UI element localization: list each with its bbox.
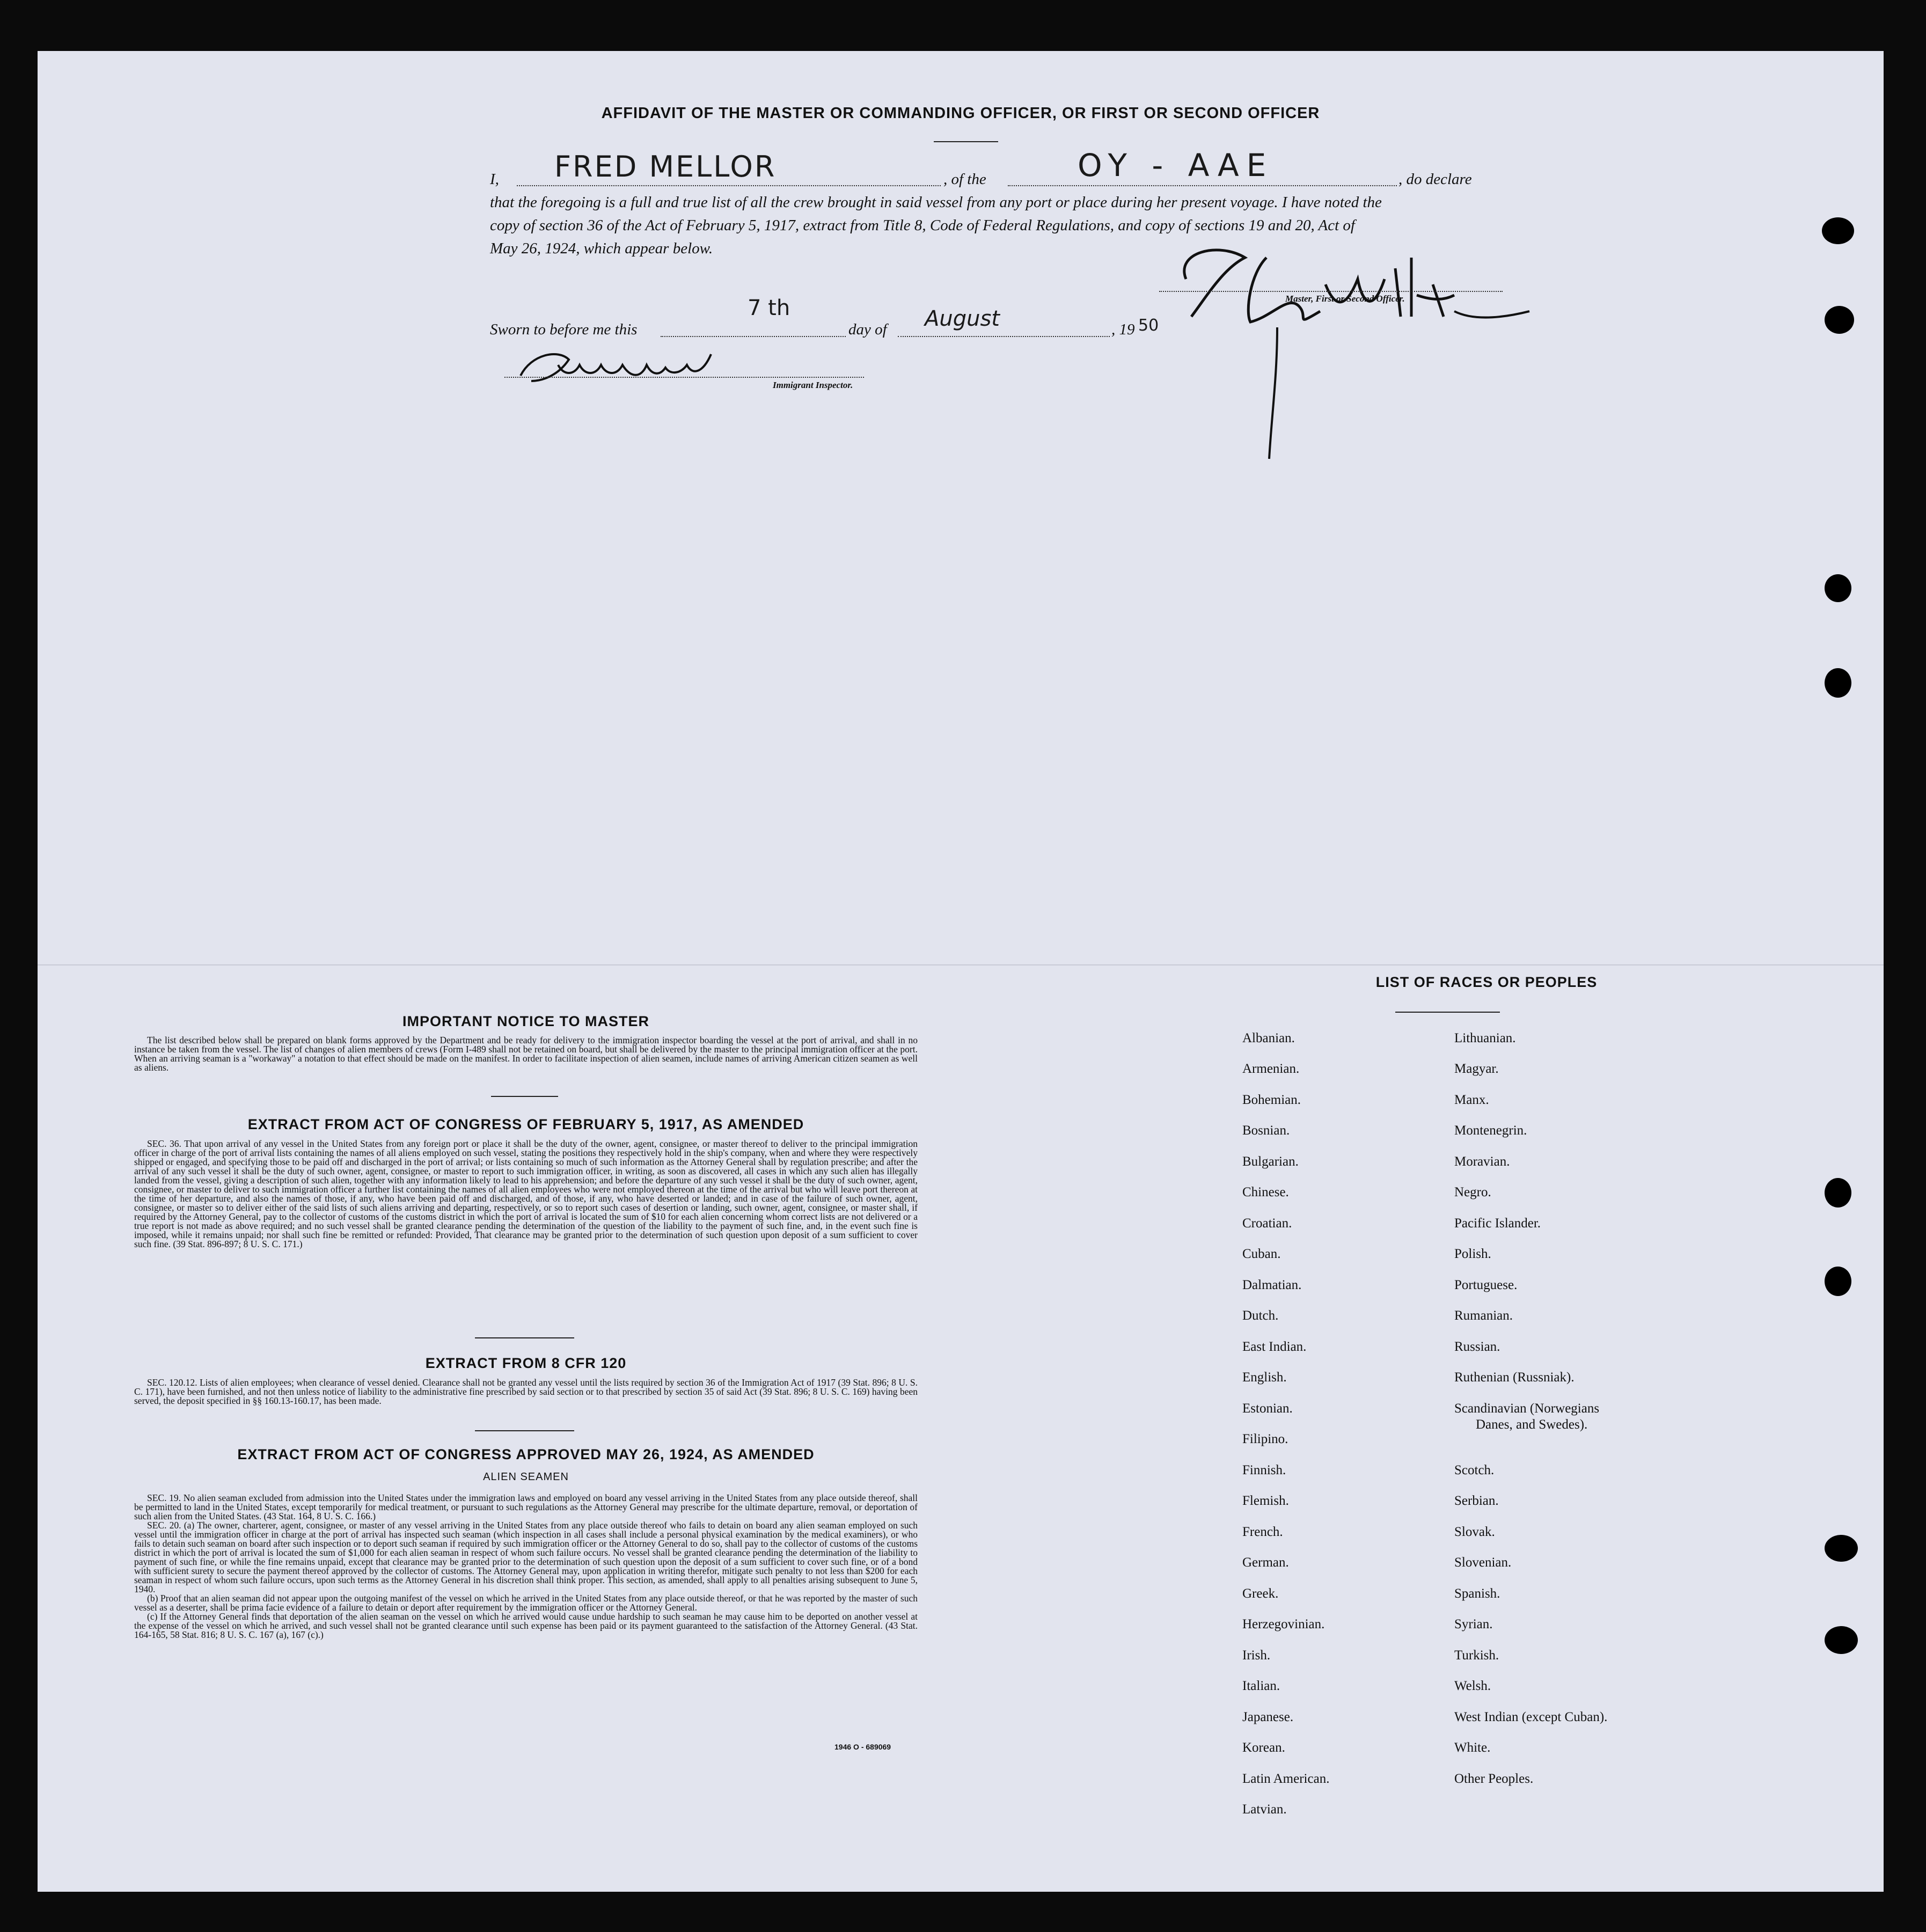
race-item: Bulgarian. xyxy=(1242,1154,1299,1169)
affidavit-title: AFFIDAVIT OF THE MASTER OR COMMANDING OFFICER, OR FIRST OR SECOND OFFICER xyxy=(601,105,1320,122)
sec36-paragraph: SEC. 36. That upon arrival of any vessel in the United States from any foreign port or place it shall be the duty of the owner, agent, consignee, or master thereof to deliver to the principal immigration officer in charge of the port of arrival lists containing the names of all aliens employed on such vessel, stating the positions they respectively hold in the ship's company, when and where they were respectively shipped or engaged, and specifying those to be paid off and discharged in the port of arrival; or lists containing so much of such information as the Attorney General shall by regulation prescribe; and after the arrival of any such vessel it shall be the duty of such owner, agent, consignee, or master to report to such immigration officer, in writing, as soon as discovered, all cases in which any such alien has illegally landed from the vessel, giving a description of such alien, together with any information likely to lead to his apprehension; and before the departure of any such vessel it shall be the duty of such owner, agent, consignee, or master to deliver to such immigration officer a further list containing the names of all alien employees who were not employed thereon at the time of the arrival but who will leave port thereon at the time of her departure, and also the names of those, if any, who have been paid off and discharged, and of those, if any, who have deserted or landed; and in case of the failure of such owner, agent, consignee, or master so to deliver either of the said lists of such aliens arriving and departing, respectively, or so to report such cases of desertion or landing, such owner, agent, consignee, or master shall, if required by the Attorney General, pay to the collector of customs of the customs district in which the port of arrival is located the sum of $10 for each alien concerning whom correct lists are not delivered or a true report is not made as above required; and no such vessel shall be granted clearance pending the determination of the question of the liability to the payment of such fine, and, in the event such fine is imposed, while it remains unpaid; nor shall such fine be remitted or refunded: Provided, That clearance may be granted prior to the determination of such question upon deposit of a sum sufficient to cover such fine. (39 Stat. 896-897; 8 U. S. C. 171.) xyxy=(134,1138,918,1249)
punch-hole xyxy=(1825,1267,1851,1296)
master-signature xyxy=(1143,236,1535,467)
sworn-line xyxy=(490,296,1198,345)
print-code: 1946 O - 689069 xyxy=(834,1743,891,1751)
race-item: Albanian. xyxy=(1242,1031,1295,1045)
sworn-month-handwritten: August xyxy=(925,306,1000,331)
notice-title: IMPORTANT NOTICE TO MASTER xyxy=(402,1013,649,1029)
race-item: Manx. xyxy=(1454,1093,1489,1107)
race-item: Slovak. xyxy=(1454,1525,1495,1539)
inspector-signature xyxy=(499,343,724,392)
i-label: I, xyxy=(490,171,499,188)
sec20c-paragraph: (c) If the Attorney General finds that deportation of the alien seaman on the vessel on which he arrived would cause undue hardship to such seaman he may cause him to be deported on another vessel at the expense of the vessel on which he arrived, and such vessel shall not be granted clearance until such expense has been paid or its payment guaranteed to the satisfaction of the Attorney General. (43 Stat. 164-165, 58 Stat. 816; 8 U. S. C. 167 (a), 167 (c).) xyxy=(134,1611,918,1640)
race-item: Greek. xyxy=(1242,1586,1279,1601)
race-item: Estonian. xyxy=(1242,1401,1293,1416)
race-item: Bosnian. xyxy=(1242,1123,1290,1138)
punch-hole xyxy=(1822,217,1854,244)
name-dotted-line xyxy=(517,185,941,186)
race-item: White. xyxy=(1454,1740,1491,1755)
day-of-label: day of xyxy=(848,321,887,338)
race-item: Serbian. xyxy=(1454,1494,1499,1508)
race-item: German. xyxy=(1242,1555,1289,1570)
declaration-line-1: that the foregoing is a full and true list of all the crew brought in said vessel from any port or place during her present voyage. I have noted the xyxy=(490,194,1382,211)
race-item: Portuguese. xyxy=(1454,1278,1518,1292)
vessel-dotted-line xyxy=(1008,185,1397,186)
race-item: Italian. xyxy=(1242,1679,1280,1693)
races-title: LIST OF RACES OR PEOPLES xyxy=(1375,974,1598,990)
race-item: Latin American. xyxy=(1242,1772,1330,1786)
race-item: Herzegovinian. xyxy=(1242,1617,1325,1631)
race-item: Slovenian. xyxy=(1454,1555,1512,1570)
race-item: Magyar. xyxy=(1454,1062,1499,1076)
race-item: Finnish. xyxy=(1242,1463,1286,1477)
alien-seamen-subtitle: ALIEN SEAMEN xyxy=(483,1471,569,1483)
punch-hole xyxy=(1825,1626,1858,1654)
document-page xyxy=(38,51,1884,1892)
fold-line xyxy=(38,964,1884,965)
race-item: Irish. xyxy=(1242,1648,1271,1663)
race-item: Moravian. xyxy=(1454,1154,1510,1169)
sec120-paragraph: SEC. 120.12. Lists of alien employees; when clearance of vessel denied. Clearance shall not be granted any vessel until the lists required by section 36 of the Immigration Act of 1917 (39 Stat. 896; 8 U. S. C. 171), have been furnished, and not then unless notice of liability to the administrative fine prescribed by said section or to that prescribed by section 35 of said Act (39 Stat. 896; 8 U. S. C. 169) having been served, the deposit specified in §§ 160.13-160.17, has been made. xyxy=(134,1377,918,1406)
race-item: Welsh. xyxy=(1454,1679,1491,1693)
sec20a-paragraph: SEC. 20. (a) The owner, charterer, agent, consignee, or master of any vessel arriving in the United States from any place outside thereof who fails to detain on board any alien seaman employed on such vessel until the immigration officer in charge at the port of arrival has inspected such seaman (which inspection in all cases shall include a personal physical examination by the medical examiners), or who fails to detain such seaman on board after such inspection or to deport such seaman if required by such immigration officer or the Attorney General to do so, shall pay to the collector of customs of the customs district in which the port of arrival is located the sum of $1,000 for each alien seaman in respect of whom such failure occurs. No vessel shall be granted clearance pending the determination of the liability to payment of such fine, or while the fine remains unpaid, except that clearance may be granted prior to the determination of such question upon the deposit of a sum sufficient to cover such fine, or of a bond with sufficient surety to secure the payment thereof approved by the collector of customs. The Attorney General may, upon application in writing therefor, mitigate such penalty to not less than $200 for each seaman in respect of whom such failure occurs, upon such terms as the Attorney General in his discretion shall think proper. This section, as amended, shall apply to all penalties arising subsequent to June 5, 1940. xyxy=(134,1520,918,1594)
race-item: Negro. xyxy=(1454,1185,1491,1199)
race-item: Syrian. xyxy=(1454,1617,1493,1631)
race-item: French. xyxy=(1242,1525,1283,1539)
race-item: Turkish. xyxy=(1454,1648,1499,1663)
race-item-continuation: Danes, and Swedes). xyxy=(1476,1417,1588,1432)
race-item: Flemish. xyxy=(1242,1494,1289,1508)
month-dotted-line xyxy=(898,336,1110,337)
extract-1917-title: EXTRACT FROM ACT OF CONGRESS OF FEBRUARY 5, 1917, AS AMENDED xyxy=(247,1116,804,1132)
punch-hole xyxy=(1825,1535,1858,1562)
sworn-label: Sworn to before me this xyxy=(490,321,638,338)
sec20b-paragraph: (b) Proof that an alien seaman did not appear upon the outgoing manifest of the vessel on which he arrived in the United States from any place outside thereof, or that he was reported by the master of such vessel as a deserter, shall be prima facie evidence of a failure to detain or deport after requirement by the immigration officer or the Attorney General. xyxy=(134,1593,918,1613)
race-item: English. xyxy=(1242,1370,1287,1385)
race-item: Japanese. xyxy=(1242,1710,1294,1724)
inspector-dotted-line xyxy=(504,377,864,378)
race-item: Pacific Islander. xyxy=(1454,1216,1541,1231)
race-item: Rumanian. xyxy=(1454,1308,1513,1323)
officer-name-handwritten: FRED MELLOR xyxy=(554,150,777,184)
race-item: Dutch. xyxy=(1242,1308,1279,1323)
of-the-label: , of the xyxy=(943,171,986,188)
signature-caption: Master, First or Second Officer. xyxy=(1285,294,1405,304)
declaration-line-2: copy of section 36 of the Act of February 5, 1917, extract from Title 8, Code of Federal Regulations, and copy of sections 19 and 20, Act of xyxy=(490,217,1355,234)
do-declare-label: , do declare xyxy=(1398,171,1472,188)
race-item: East Indian. xyxy=(1242,1340,1307,1354)
extract-cfr-text xyxy=(134,1378,918,1406)
race-item: Lithuanian. xyxy=(1454,1031,1516,1045)
race-item: Other Peoples. xyxy=(1454,1772,1534,1786)
title-divider xyxy=(934,141,998,142)
punch-hole xyxy=(1825,1178,1851,1208)
race-item: Korean. xyxy=(1242,1740,1285,1755)
sworn-year-handwritten: 50 xyxy=(1138,316,1159,335)
notice-divider xyxy=(491,1096,558,1097)
extract-1924-text xyxy=(134,1494,918,1640)
signature-dotted-line xyxy=(1159,291,1503,292)
race-item: Chinese. xyxy=(1242,1185,1289,1199)
race-item: Russian. xyxy=(1454,1340,1500,1354)
races-divider xyxy=(1395,1012,1500,1013)
race-item: Dalmatian. xyxy=(1242,1278,1302,1292)
race-item: Scotch. xyxy=(1454,1463,1495,1477)
race-item: Montenegrin. xyxy=(1454,1123,1527,1138)
vessel-name-handwritten: OY - AAE xyxy=(1078,147,1274,184)
sworn-day-handwritten: 7 th xyxy=(748,296,790,320)
race-item: Armenian. xyxy=(1242,1062,1300,1076)
extract-cfr-title: EXTRACT FROM 8 CFR 120 xyxy=(425,1355,627,1371)
day-dotted-line xyxy=(661,336,846,337)
race-item: Latvian. xyxy=(1242,1802,1287,1817)
year-label: , 19 xyxy=(1111,321,1135,338)
extract-1917-text xyxy=(134,1139,918,1249)
extract-1917-divider xyxy=(475,1337,574,1338)
declaration-line-3: May 26, 1924, which appear below. xyxy=(490,240,713,257)
notice-text xyxy=(134,1036,918,1072)
notice-paragraph: The list described below shall be prepared on blank forms approved by the Department and be ready for delivery to the immigration inspector boarding the vessel at the port of arrival, and shall in no instance be taken from the vessel. The list of changes of alien members of crews (Form I-489 shall not be retained on board, but shall be delivered by the master to the principal immigration officer at the port. When an arriving seaman is a "workaway" a notation to that effect should be made on the manifest. In order to facilitate inspection of alien seamen, include names of arriving American citizen seamen as well as aliens. xyxy=(134,1035,918,1073)
race-item: Filipino. xyxy=(1242,1432,1288,1446)
punch-hole xyxy=(1825,306,1854,334)
extract-1924-title: EXTRACT FROM ACT OF CONGRESS APPROVED MAY 26, 1924, AS AMENDED xyxy=(237,1446,815,1462)
punch-hole xyxy=(1825,668,1851,698)
race-item: Croatian. xyxy=(1242,1216,1292,1231)
race-item: Spanish. xyxy=(1454,1586,1500,1601)
race-item: Ruthenian (Russniak). xyxy=(1454,1370,1575,1385)
sec19-paragraph: SEC. 19. No alien seaman excluded from admission into the United States under the immigration laws and employed on board any vessel arriving in the United States from any place outside thereof, shall be permitted to land in the United States, except temporarily for medical treatment, or pursuant to such regulations as the Attorney General may prescribe for the ultimate departure, removal, or deportation of such alien from the United States. (43 Stat. 164, 8 U. S. C. 166.) xyxy=(134,1492,918,1521)
race-item: Cuban. xyxy=(1242,1247,1281,1261)
inspector-caption: Immigrant Inspector. xyxy=(773,380,853,390)
extract-cfr-divider xyxy=(475,1430,574,1431)
race-item: West Indian (except Cuban). xyxy=(1454,1710,1608,1724)
race-item: Bohemian. xyxy=(1242,1093,1301,1107)
punch-hole xyxy=(1825,574,1851,602)
race-item: Scandinavian (Norwegians xyxy=(1454,1401,1600,1416)
race-item: Polish. xyxy=(1454,1247,1491,1261)
